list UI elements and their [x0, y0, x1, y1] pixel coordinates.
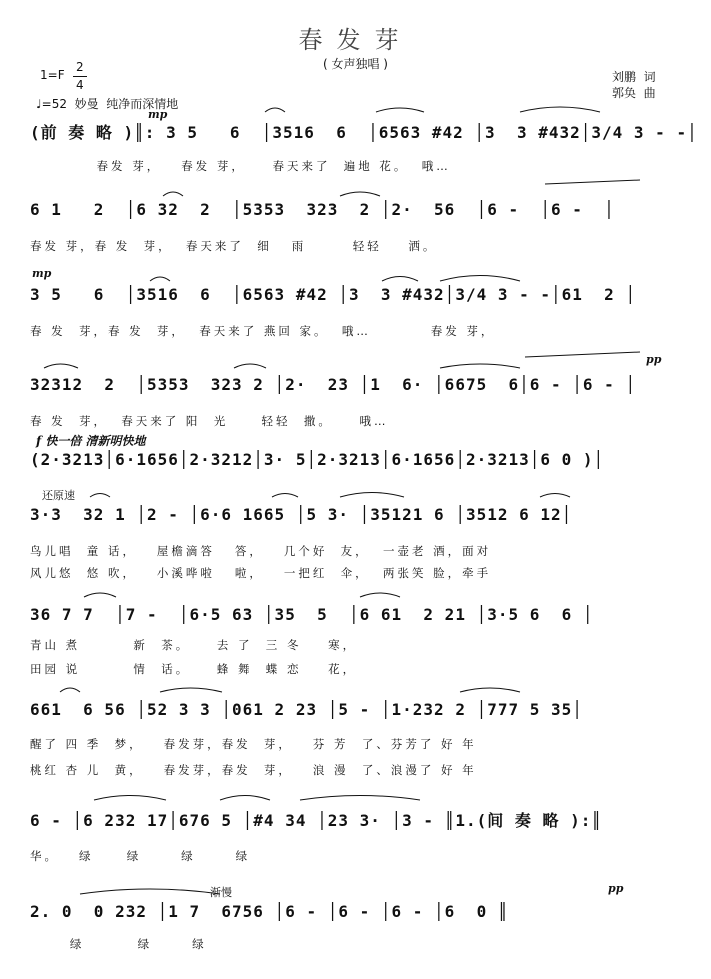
time-signature-top: 2: [76, 60, 84, 74]
song-subtitle: ( 女声独唱 ): [323, 57, 388, 71]
lyricist-credit: 刘鹏 词: [612, 70, 656, 84]
lyric-line-verse-1: 青山 煮 新 茶。 去 了 三 冬 寒，: [30, 638, 358, 652]
notation-line: 6 - │6 232 17│676 5 │#4 34 │23 3· │3 - ║1.(间 奏 略 ):║: [30, 811, 603, 830]
dynamic-marking: mp: [148, 108, 168, 121]
song-title: 春发芽: [298, 26, 413, 54]
lyric-line-verse-1: 鸟儿唱 童 话， 屋檐滴答 答， 几个好 友， 一壶老 酒，面对: [30, 544, 492, 558]
lyric-line-verse-2: 田园 说 情 话。 蜂 舞 蝶 恋 花，: [30, 662, 358, 676]
tempo-marking: ♩=52 妙曼 纯净而深情地: [36, 97, 179, 111]
dynamic-marking: mp: [32, 267, 52, 280]
lyric-line: 春发 芽，春 发 芽， 春天来了 细 雨 轻轻 洒。: [30, 239, 438, 253]
tempo-change-marking: 还原速: [42, 489, 75, 502]
notation-line: 2. 0 0 232 │1 7 6756 │6 - │6 - │6 - │6 0 ║: [30, 902, 509, 921]
dynamic-marking: pp: [646, 353, 662, 366]
key-signature: 1=F: [40, 68, 65, 82]
tempo-change-marking: 渐慢: [210, 886, 232, 899]
lyric-line: 绿 绿 绿: [30, 937, 207, 951]
lyric-line: 华。 绿 绿 绿 绿: [30, 849, 251, 863]
notation-line: 661 6 56 │52 3 3 │061 2 23 │5 - │1·232 2 │777 5 35│: [30, 700, 583, 719]
lyric-line: 春 发 芽， 春天来了 阳 光 轻轻 撒。 哦…: [30, 414, 389, 428]
dynamic-marking: pp: [608, 882, 624, 895]
notation-line: 32312 2 │5353 323 2 │2· 23 │1 6· │6675 6│6 - │6 - │: [30, 375, 637, 394]
lyric-line: 春发 芽， 春发 芽， 春天来了 遍地 花。 哦…: [30, 159, 451, 173]
time-signature-bottom: 4: [76, 78, 84, 92]
notation-line: (前 奏 略 )║: 3 5 6 │3516 6 │6563 #42 │3 3 #432│3/4 3 - -│: [30, 123, 698, 142]
lyric-line-verse-1: 醒了 四 季 梦， 春发芽，春发 芽， 芬 芳 了、芬芳了 好 年: [30, 737, 477, 751]
composer-credit: 郭奂 曲: [612, 86, 656, 100]
lyric-line: 春 发 芽，春 发 芽， 春天来了 燕回 家。 哦… 春发 芽，: [30, 324, 496, 338]
lyric-line-verse-2: 风儿悠 悠 吹， 小溪哗啦 啦， 一把红 伞， 两张笑 脸，牵手: [30, 566, 492, 580]
notation-line: 6 1 2 │6 32 2 │5353 323 2 │2· 56 │6 - │6 - │: [30, 200, 615, 219]
notation-line: 3 5 6 │3516 6 │6563 #42 │3 3 #432│3/4 3 - -│61 2 │: [30, 285, 637, 304]
notation-line: (2·3213│6·1656│2·3212│3· 5│2·3213│6·1656│2·3213│6 0 )│: [30, 450, 605, 469]
notation-line: 3·3 32 1 │2 - │6·6 1665 │5 3· │35121 6 │3512 6 12│: [30, 505, 573, 524]
notation-line: 36 7 7 │7 - │6·5 63 │35 5 │6 61 2 21 │3·5 6 6 │: [30, 605, 594, 624]
lyric-line-verse-2: 桃红 杏 儿 黄， 春发芽，春发 芽， 浪 漫 了、浪漫了 好 年: [30, 763, 477, 777]
tempo-change-marking: f 快一倍 清新明快地: [36, 434, 146, 448]
